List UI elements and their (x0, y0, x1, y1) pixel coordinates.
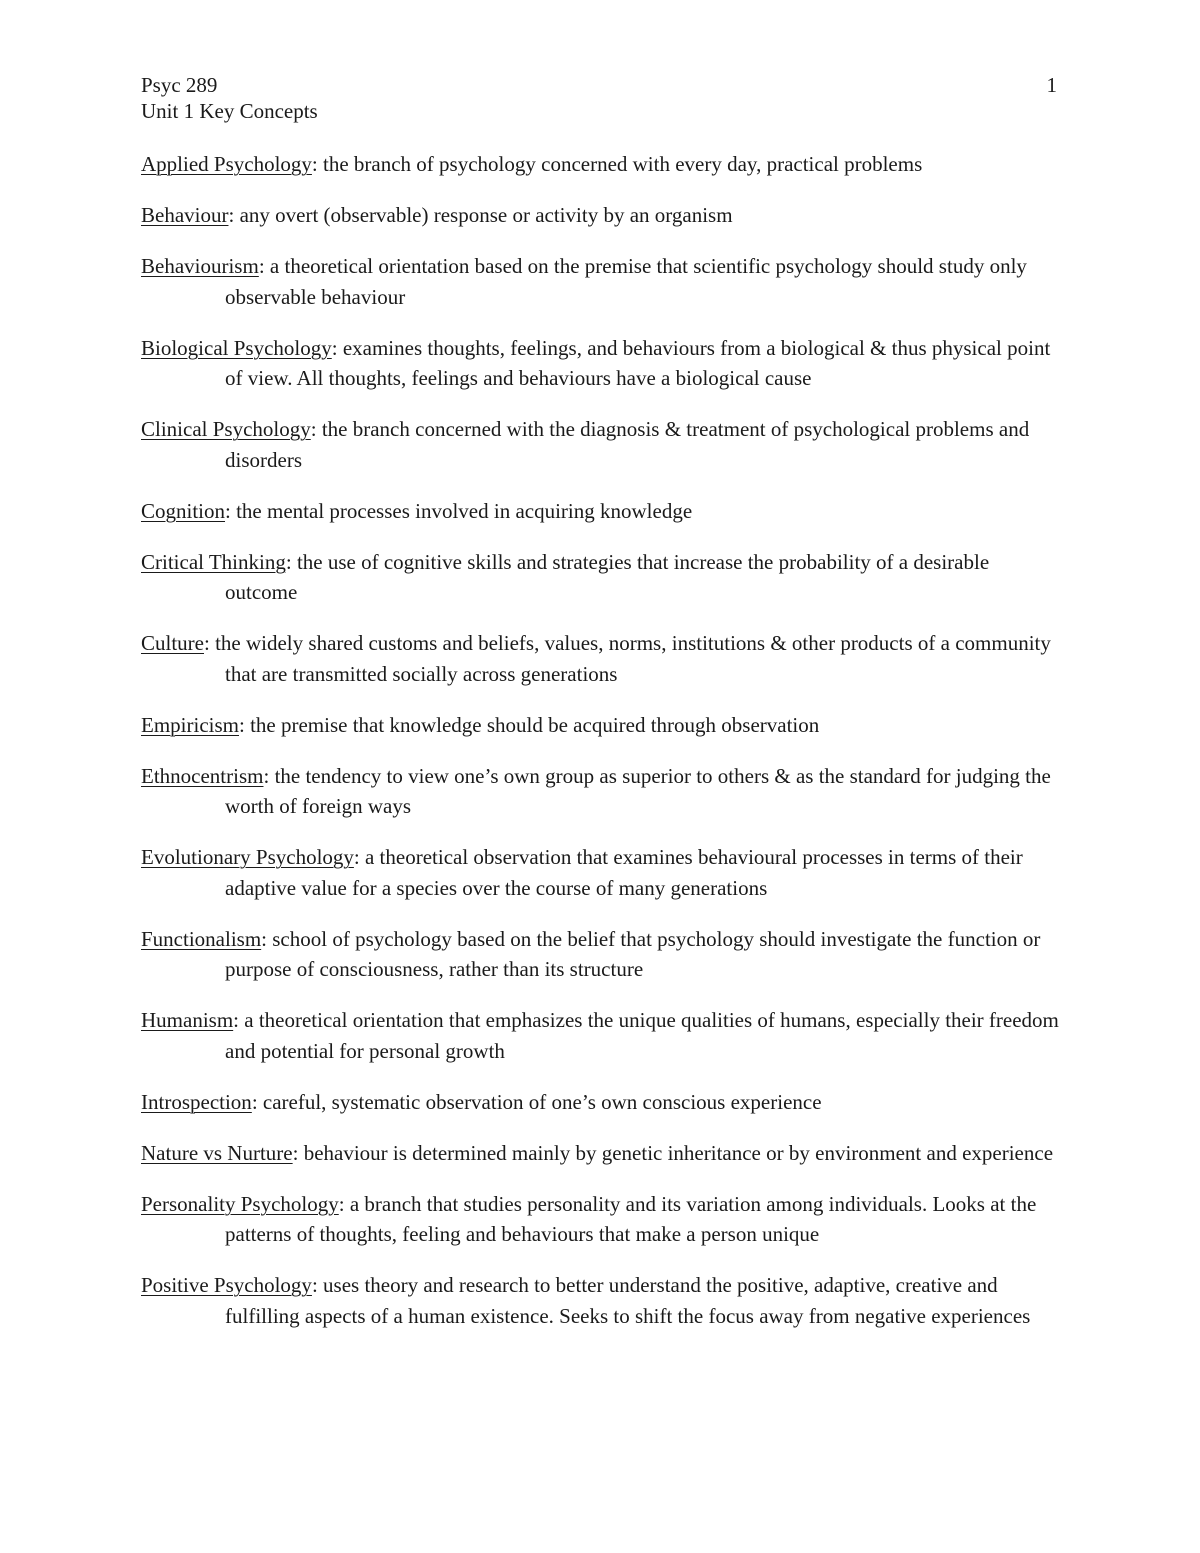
glossary-definition: : the use of cognitive skills and strategies that increase the probability of a desirable outcome (225, 549, 990, 604)
glossary-definition: : the branch of psychology concerned with every day, practical problems (311, 152, 923, 176)
glossary-definition: : the tendency to view one’s own group as superior to others & as the standard for judging the worth of foreign ways (225, 763, 1051, 818)
glossary-definition: : careful, systematic observation of one’s own conscious experience (251, 1089, 822, 1114)
glossary-entry (141, 924, 1063, 985)
glossary-entry (141, 710, 1063, 741)
glossary-entry (141, 628, 1063, 689)
glossary-term: Behaviour (141, 203, 229, 227)
glossary-term: Applied Psychology (141, 152, 312, 176)
glossary-definition: : a branch that studies personality and its variation among individuals. Looks at the patterns of thoughts, feeling and behaviours that make a person unique (225, 1191, 1037, 1246)
glossary-entry (141, 1005, 1063, 1066)
glossary-entry (141, 1138, 1063, 1169)
glossary-entry (141, 1270, 1063, 1331)
glossary-definition: : a theoretical orientation based on the premise that scientific psychology should study only observable behaviour (225, 254, 1027, 309)
glossary-entry (141, 333, 1063, 394)
glossary-term: Ethnocentrism (141, 763, 264, 788)
glossary-entry (141, 761, 1063, 822)
glossary-definition: : behaviour is determined mainly by genetic inheritance or by environment and experience (292, 1140, 1054, 1165)
glossary-term: Culture (141, 631, 204, 655)
glossary-entry (141, 1087, 1063, 1118)
glossary-term: Functionalism (141, 926, 262, 951)
glossary-definition: : any overt (observable) response or activity by an organism (228, 203, 733, 227)
glossary-definition: : the mental processes involved in acquiring knowledge (225, 498, 693, 523)
glossary-term: Personality Psychology (141, 1191, 339, 1216)
glossary-entry (141, 496, 1063, 527)
glossary-entry (141, 149, 1063, 180)
glossary-list (141, 149, 1063, 1352)
glossary-entry (141, 414, 1063, 475)
glossary-definition: : a theoretical observation that examines behavioural processes in terms of their adaptive value for a species over the course of many generations (225, 845, 1023, 900)
document-title: Unit 1 Key Concepts (141, 99, 318, 123)
glossary-entry (141, 1189, 1063, 1250)
glossary-term: Clinical Psychology (141, 417, 311, 441)
glossary-term: Cognition (141, 498, 226, 523)
glossary-definition: : the widely shared customs and beliefs, values, norms, institutions & other products of a community that are transmitted socially across generations (204, 631, 1051, 686)
glossary-term: Evolutionary Psychology (141, 845, 354, 869)
glossary-term: Introspection (141, 1089, 252, 1114)
glossary-term: Biological Psychology (141, 335, 332, 360)
glossary-term: Behaviourism (141, 254, 259, 278)
glossary-definition: : the branch concerned with the diagnosis & treatment of psychological problems and disorders (225, 417, 1030, 472)
glossary-definition: : examines thoughts, feelings, and behaviours from a biological & thus physical point of view. All thoughts, feelings and behaviours have a biological cause (225, 335, 1051, 390)
glossary-term: Positive Psychology (141, 1273, 312, 1297)
glossary-term: Humanism (141, 1008, 234, 1032)
course-code: Psyc 289 (141, 73, 218, 97)
glossary-entry (141, 842, 1063, 903)
glossary-entry (141, 251, 1063, 312)
glossary-definition: : a theoretical orientation that emphasizes the unique qualities of humans, especially their freedom and potential for personal growth (225, 1008, 1059, 1063)
glossary-definition: : uses theory and research to better understand the positive, adaptive, creative and fulfilling aspects of a human existence. Seeks to shift the focus away from negative experiences (225, 1273, 1031, 1328)
glossary-term: Nature vs Nurture (141, 1140, 293, 1165)
glossary-entry (141, 547, 1063, 608)
glossary-definition: : school of psychology based on the belief that psychology should investigate the function or purpose of consciousness, rather than its structure (225, 926, 1041, 981)
glossary-definition: : the premise that knowledge should be acquired through observation (239, 712, 820, 737)
glossary-term: Critical Thinking (141, 549, 286, 574)
glossary-entry (141, 200, 1063, 231)
page-number: 1 (1046, 73, 1057, 97)
glossary-term: Empiricism (141, 712, 239, 737)
